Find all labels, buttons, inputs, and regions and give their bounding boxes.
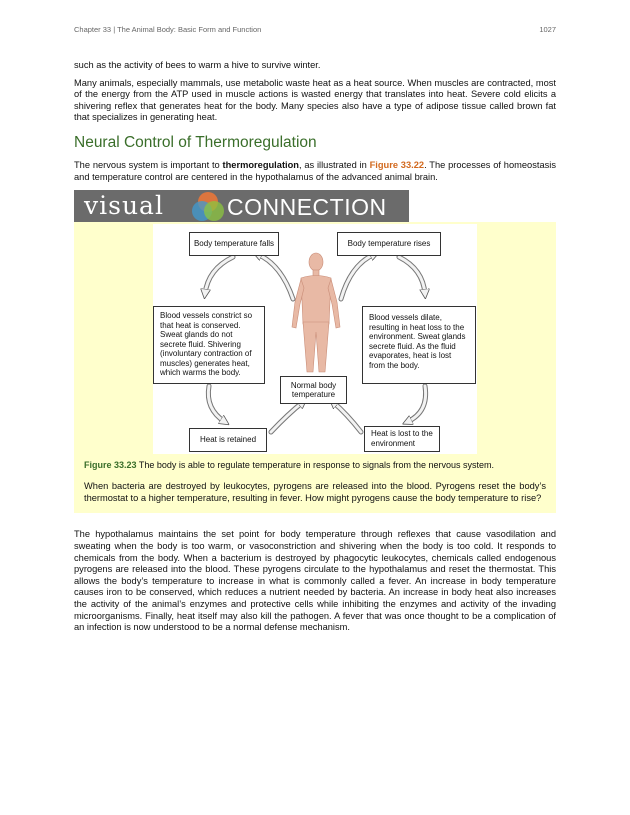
page-content [74, 60, 556, 634]
venn-logo-icon [188, 190, 228, 222]
paragraph-3 [74, 160, 556, 183]
caption-text: The body is able to regulate temperature in response to signals from the nervous system. [136, 460, 495, 471]
visual-connection-question: When bacteria are destroyed by leukocytes, pyrogens are released into the blood. Pyrogens reset the body’s thermostat to a higher temperature, resulting in fever. How might pyrogens cause the body temperature to rise? [84, 481, 546, 503]
box-body-temp-falls: Body temperature falls [189, 232, 279, 256]
section-heading: Neural Control of Thermoregulation [74, 133, 317, 151]
page-header [74, 25, 556, 34]
box-heat-lost: Heat is lost to the environment [364, 426, 440, 452]
arrow-falls-to-constrict [205, 257, 233, 294]
paragraph-4: The hypothalamus maintains the set point for body temperature through reflexes that cause vasodilation and sweating when the body is too warm, or vasoconstriction and shivering when the body is too cold. It responds to chemicals from the body. When a bacterium is destroyed by phagocytic leukocytes, chemicals called endogenous pyrogens are released into the blood. These pyrogens circulate to the hypothalamus and reset the thermostat. This allows the body’s temperature to increase in what is commonly called a fever. An increase in body temperature causes iron to be conserved, which reduces a nutrient needed by bacteria. An increase in body heat also increases the activity of the animal’s enzymes and protective cells while inhibiting the enzymes and activity of the invading microorganisms. Finally, heat itself may also kill the pathogen. A fever that was once thought to be a complication of an infection is now understood to be a normal defense mechanism. [74, 529, 556, 633]
term-thermoregulation: thermoregulation [222, 159, 299, 170]
banner-word-visual: visual [84, 191, 164, 221]
arrow-body-to-rises [341, 254, 375, 299]
visual-connection-banner [74, 190, 409, 222]
human-figure-icon [292, 253, 340, 372]
arrow-body-to-falls [257, 254, 293, 299]
paragraph-3-text-a: The nervous system is important to [74, 159, 223, 170]
box-vessels-constrict: Blood vessels constrict so that heat is conserved. Sweat glands do not secrete fluid. Shivering (involuntary contraction of muscles) generates heat, which warms the body. [153, 306, 265, 384]
page-number: 1027 [539, 25, 556, 34]
paragraph-1: such as the activity of bees to warm a hive to survive winter. [74, 60, 321, 70]
chapter-title: Chapter 33 | The Animal Body: Basic Form and Function [74, 25, 262, 34]
thermoregulation-diagram [153, 224, 477, 454]
paragraph-3-text-c: . The processes of homeostasis and temperature control are centered in the hypothalamus of the advanced animal brain. [74, 159, 556, 182]
box-body-temp-rises: Body temperature rises [337, 232, 441, 256]
banner-word-connection: CONNECTION [227, 194, 387, 221]
box-vessels-dilate: Blood vessels dilate, resulting in heat loss to the environment. Sweat glands secrete fluid. As the fluid evaporates, heat is lost from the body. [362, 306, 476, 384]
figure-link[interactable]: Figure 33.22 [369, 159, 425, 170]
caption-label: Figure 33.23 [84, 460, 137, 471]
box-heat-retained: Heat is retained [189, 428, 267, 452]
box-normal-temp: Normal body temperature [280, 376, 347, 404]
figure-caption [84, 460, 546, 471]
paragraph-2: Many animals, especially mammals, use metabolic waste heat as a heat source. When muscles are contracted, most of the energy from the ATP used in muscle actions is wasted energy that translates into heat. Severe cold elicits a shivering reflex that generates heat for the body. Many species also have a type of adipose tissue called brown fat that specializes in generating heat. [74, 77, 556, 123]
visual-connection-panel [74, 222, 556, 513]
paragraph-3-text-b: , as illustrated in [298, 159, 370, 170]
